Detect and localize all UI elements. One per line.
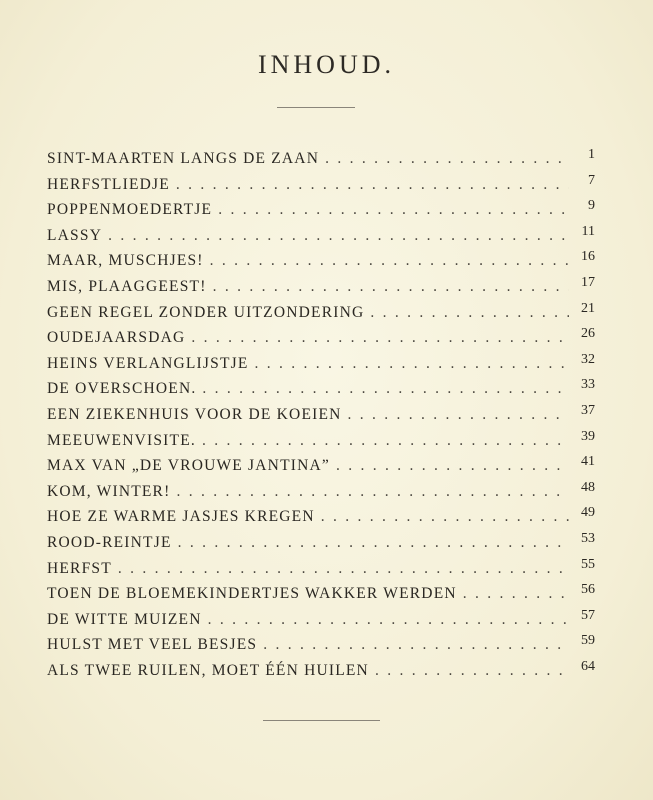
toc-dot-leader [348, 406, 569, 424]
toc-dot-leader [176, 176, 569, 194]
toc-entry [47, 454, 595, 483]
toc-dot-leader [255, 355, 569, 373]
top-divider [277, 107, 355, 108]
toc-dot-leader [463, 585, 569, 603]
toc-entry-page-number: 26 [581, 326, 595, 342]
toc-entry-page-number: 59 [581, 633, 595, 649]
toc-entry-page-number: 56 [581, 582, 595, 598]
toc-entry-page-number: 37 [581, 402, 595, 418]
toc-dot-leader [108, 227, 569, 245]
toc-entry [47, 172, 595, 202]
toc-entry-page-number: 55 [581, 556, 595, 572]
toc-entry [47, 402, 595, 432]
toc-entry-title: MIS, PLAAGGEEST! [47, 277, 207, 295]
toc-entry [47, 274, 595, 304]
toc-entry-page-number: 39 [581, 428, 595, 444]
toc-entry-page-number: 21 [581, 300, 595, 316]
toc-entry [47, 633, 595, 662]
toc-entry-page-number: 33 [581, 377, 595, 393]
toc-entry [47, 326, 595, 355]
toc-entry-page-number: 49 [581, 505, 595, 521]
toc-entry [47, 351, 595, 381]
toc-entry [47, 300, 595, 330]
toc-entry-page-number: 17 [581, 274, 595, 290]
toc-entry-title: MAX VAN „DE VROUWE JANTINA” [47, 457, 330, 475]
toc-entry-title: MEEUWENVISITE. [47, 431, 196, 449]
toc-entry-title: OUDEJAARSDAG [47, 329, 186, 347]
toc-entry [47, 556, 595, 586]
toc-entry [47, 582, 595, 611]
toc-entry [47, 147, 595, 176]
toc-dot-leader [336, 457, 569, 475]
toc-entry-title: ROOD-REINTJE [47, 533, 172, 551]
toc-entry-title: ALS TWEE RUILEN, MOET ÉÉN HUILEN [47, 661, 369, 679]
toc-entry-title: TOEN DE BLOEMEKINDERTJES WAKKER WERDEN [47, 585, 457, 603]
toc-entry [47, 505, 595, 534]
toc-dot-leader [202, 380, 569, 398]
toc-entry-page-number: 48 [581, 479, 595, 495]
toc-entry-page-number: 7 [588, 172, 595, 188]
toc-entry [47, 479, 595, 509]
toc-entry-page-number: 1 [588, 147, 595, 162]
toc-entry-page-number: 11 [581, 223, 595, 239]
toc-entry [47, 607, 595, 637]
toc-dot-leader [213, 278, 569, 296]
table-of-contents [47, 147, 595, 687]
toc-entry-title: LASSY [47, 226, 103, 244]
toc-entry [47, 658, 595, 688]
toc-dot-leader [321, 508, 569, 526]
toc-dot-leader [208, 611, 569, 629]
toc-entry [47, 377, 595, 406]
toc-dot-leader [118, 560, 569, 578]
toc-entry-title: DE OVERSCHOEN. [47, 380, 197, 398]
bottom-divider [263, 720, 380, 721]
toc-entry [47, 530, 595, 560]
toc-entry [47, 428, 595, 458]
toc-entry-page-number: 16 [581, 249, 595, 265]
toc-dot-leader [218, 201, 569, 219]
page-title: INHOUD. [257, 50, 396, 79]
toc-entry-title: DE WITTE MUIZEN [47, 610, 202, 628]
toc-dot-leader [325, 150, 569, 168]
toc-entry-page-number: 64 [581, 658, 595, 674]
toc-entry-title: POPPENMOEDERTJE [47, 201, 213, 219]
toc-entry-page-number: 41 [581, 454, 595, 470]
toc-entry-title: SINT-MAARTEN LANGS DE ZAAN [47, 150, 320, 167]
toc-entry-title: HULST MET VEEL BESJES [47, 636, 258, 654]
toc-dot-leader [375, 662, 569, 680]
toc-entry-page-number: 9 [588, 198, 595, 214]
toc-entry-title: GEEN REGEL ZONDER UITZONDERING [47, 303, 365, 321]
toc-dot-leader [176, 483, 569, 501]
toc-entry [47, 198, 595, 227]
toc-dot-leader [191, 329, 569, 347]
toc-dot-leader [263, 636, 569, 654]
toc-dot-leader [370, 304, 569, 322]
toc-entry-page-number: 53 [581, 530, 595, 546]
toc-entry-page-number: 32 [581, 351, 595, 367]
toc-entry [47, 249, 595, 278]
toc-entry-title: HOE ZE WARME JASJES KREGEN [47, 508, 315, 526]
toc-entry-title: EEN ZIEKENHUIS VOOR DE KOEIEN [47, 405, 342, 423]
toc-dot-leader [178, 534, 569, 552]
toc-entry-title: HERFSTLIEDJE [47, 175, 170, 193]
toc-entry-title: HERFST [47, 559, 112, 577]
toc-entry-title: KOM, WINTER! [47, 482, 171, 500]
toc-entry-page-number: 57 [581, 607, 595, 623]
toc-entry-title: MAAR, MUSCHJES! [47, 252, 204, 270]
toc-dot-leader [202, 432, 569, 450]
toc-dot-leader [210, 252, 569, 270]
toc-entry [47, 223, 595, 253]
toc-entry-title: HEINS VERLANGLIJSTJE [47, 354, 249, 372]
